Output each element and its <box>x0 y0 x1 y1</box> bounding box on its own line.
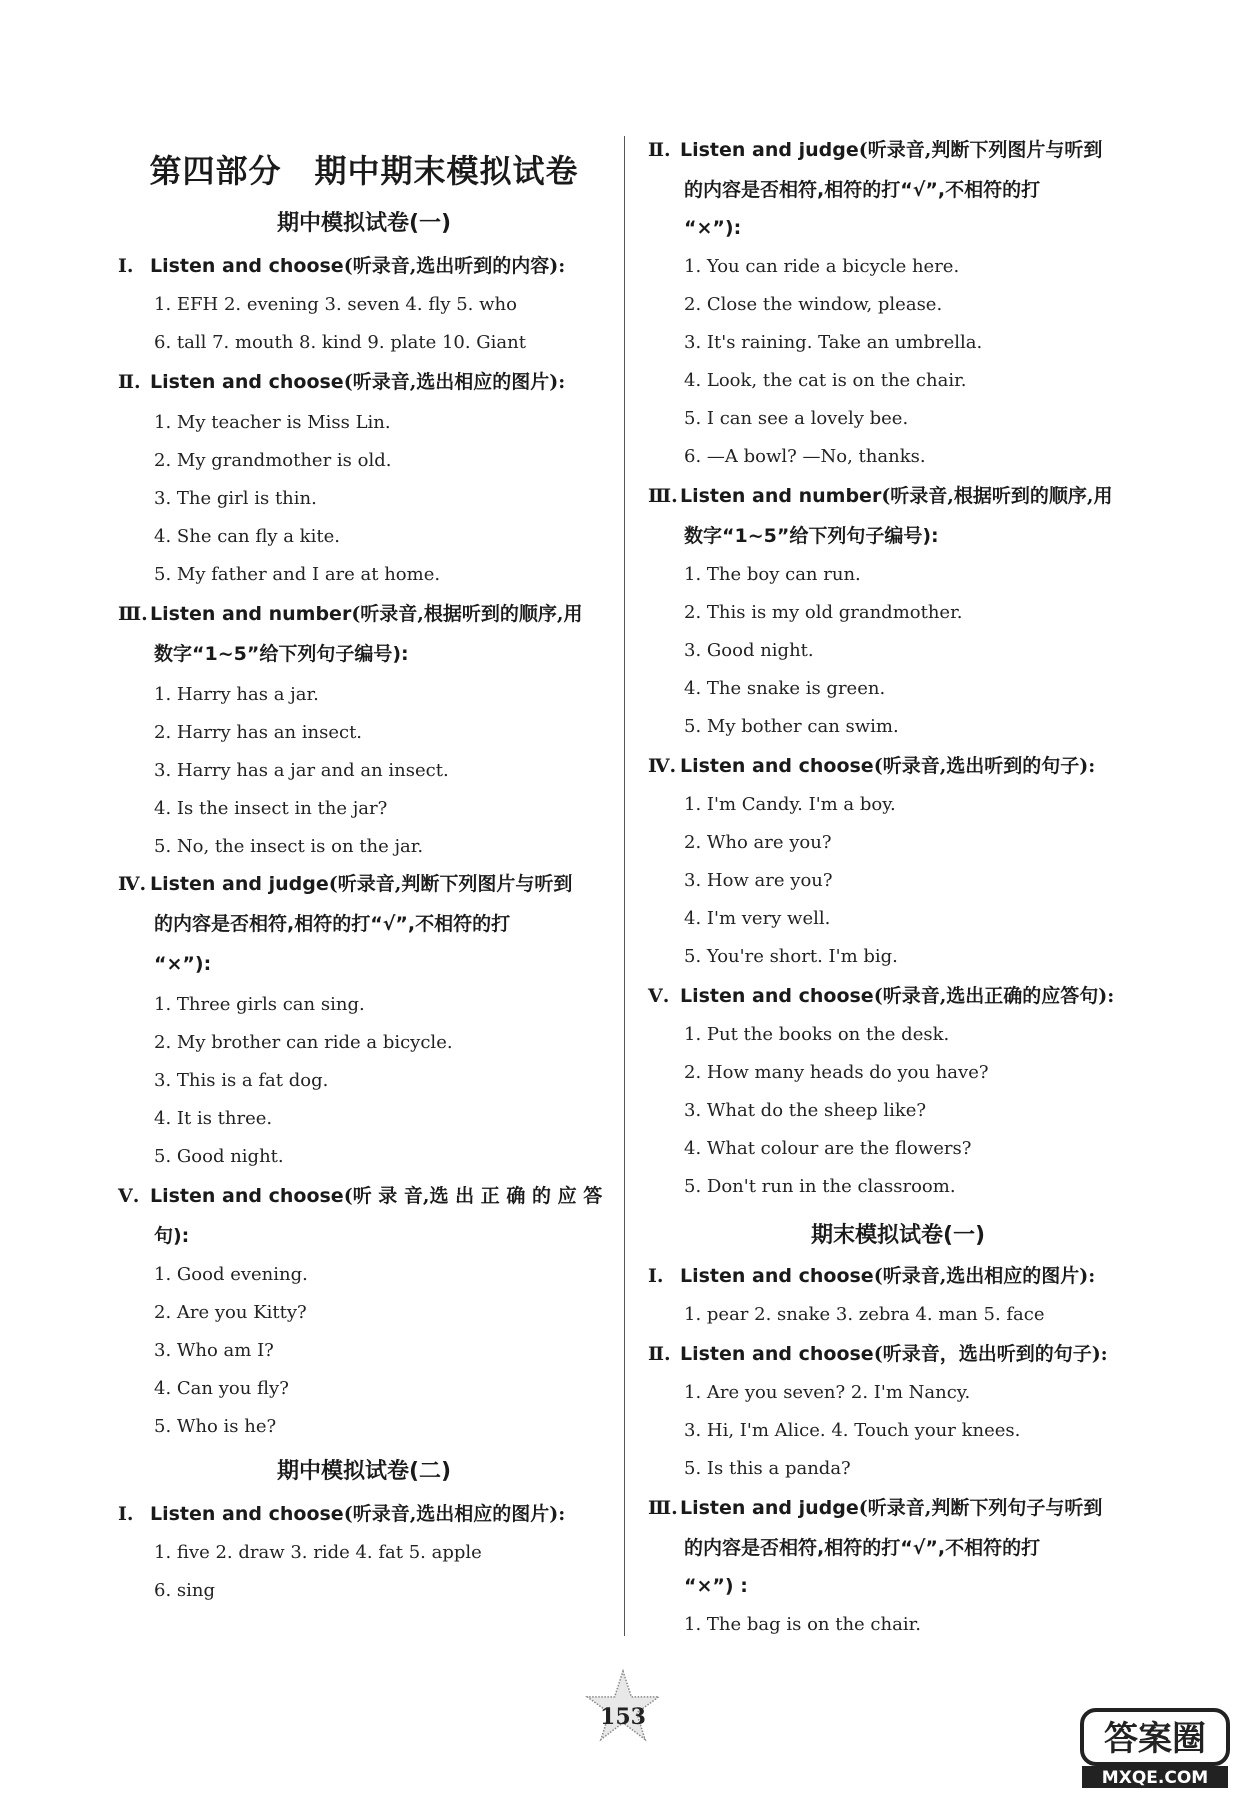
list-item: 3. Hi, I'm Alice. 4. Touch your knees. <box>684 1420 1021 1441</box>
exam-title-midterm-1: 期中模拟试卷(一) <box>276 211 452 236</box>
list-item: 2. Who are you? <box>684 832 832 853</box>
list-item: 2. My grandmother is old. <box>154 450 392 471</box>
section-note: (听录音,选出听到的内容): <box>343 255 566 277</box>
list-item: 5. I can see a lovely bee. <box>684 408 909 429</box>
section-heading <box>118 362 565 402</box>
section-task: Listen and judge <box>680 139 859 161</box>
section-note: (听录音,根据听到的顺序,用 <box>881 485 1113 507</box>
section-number: Ⅰ. <box>118 255 134 277</box>
section-heading <box>648 130 1102 170</box>
section-number: Ⅱ. <box>648 139 671 161</box>
list-item: 3. It's raining. Take an umbrella. <box>684 332 983 353</box>
section-task: Listen and choose <box>150 255 344 277</box>
list-item: 2. Are you Kitty? <box>154 1302 307 1323</box>
list-item: 6. —A bowl? —No, thanks. <box>684 446 926 467</box>
section-task: Listen and number <box>680 485 882 507</box>
exam-title-midterm-2: 期中模拟试卷(二) <box>276 1459 452 1484</box>
list-item: 1. Three girls can sing. <box>154 994 365 1015</box>
section-number: Ⅳ. <box>118 873 147 895</box>
list-item: 5. You're short. I'm big. <box>684 946 898 967</box>
section-note: (听 录 音,选 出 正 确 的 应 答 <box>343 1185 603 1207</box>
watermark-top-text: 答案圈 <box>1104 1719 1206 1759</box>
list-item: 4. I'm very well. <box>684 908 831 929</box>
section-note: (听录音,判断下列图片与听到 <box>858 139 1103 161</box>
list-item: 2. Close the window, please. <box>684 294 943 315</box>
section-note-continued: 数字“1~5”给下列句子编号): <box>154 643 409 665</box>
list-item: 4. What colour are the flowers? <box>684 1138 972 1159</box>
section-note-continued: 的内容是否相符,相符的打“√”,不相符的打 <box>684 1537 1041 1559</box>
list-item: 2. How many heads do you have? <box>684 1062 989 1083</box>
section-note: (听录音,选出相应的图片): <box>873 1265 1096 1287</box>
section-note: (听录音,选出正确的应答句): <box>873 985 1115 1007</box>
list-item: 3. Harry has a jar and an insect. <box>154 760 449 781</box>
section-task: Listen and judge <box>680 1497 859 1519</box>
section-task: Listen and choose <box>680 985 874 1007</box>
list-item: 4. Is the insect in the jar? <box>154 798 388 819</box>
section-note-continued: 数字“1~5”给下列句子编号): <box>684 525 939 547</box>
list-item: 4. Look, the cat is on the chair. <box>684 370 967 391</box>
list-item: 5. No, the insect is on the jar. <box>154 836 424 857</box>
list-item: 1. I'm Candy. I'm a boy. <box>684 794 896 815</box>
section-heading <box>118 246 565 286</box>
section-note: (听录音，选出听到的句子): <box>873 1343 1108 1365</box>
section-note-continued: “×”): <box>154 953 212 975</box>
list-item: 5. Who is he? <box>154 1416 277 1437</box>
section-note: (听录音,根据听到的顺序,用 <box>351 603 583 625</box>
list-item: 4. Can you fly? <box>154 1378 289 1399</box>
section-task: Listen and number <box>150 603 352 625</box>
section-number: Ⅰ. <box>118 1503 134 1525</box>
section-note: (听录音,判断下列图片与听到 <box>328 873 573 895</box>
list-item: 1. Put the books on the desk. <box>684 1024 950 1045</box>
list-item: 5. Don't run in the classroom. <box>684 1176 956 1197</box>
part-title: 第四部分 期中期末模拟试卷 <box>149 152 579 190</box>
section-note-continued: “×”): <box>684 217 742 239</box>
section-note-continued: 的内容是否相符,相符的打“√”,不相符的打 <box>684 179 1041 201</box>
section-note: (听录音,判断下列句子与听到 <box>858 1497 1103 1519</box>
list-item: 5. Good night. <box>154 1146 284 1167</box>
column-divider <box>624 136 625 1636</box>
list-item: 3. How are you? <box>684 870 833 891</box>
list-item: 4. She can fly a kite. <box>154 526 340 547</box>
list-item: 1. EFH 2. evening 3. seven 4. fly 5. who <box>154 294 517 315</box>
list-item: 2. My brother can ride a bicycle. <box>154 1032 453 1053</box>
watermark-bottom-text: MXQE.COM <box>1101 1768 1209 1788</box>
list-item: 1. Are you seven? 2. I'm Nancy. <box>684 1382 971 1403</box>
page-number: 153 <box>600 1704 646 1730</box>
list-item: 1. pear 2. snake 3. zebra 4. man 5. face <box>684 1304 1045 1325</box>
section-heading <box>118 1494 565 1534</box>
section-task: Listen and choose <box>150 1503 344 1525</box>
list-item: 3. This is a fat dog. <box>154 1070 329 1091</box>
section-number: Ⅲ. <box>648 485 678 507</box>
section-heading <box>648 1256 1095 1296</box>
section-note-continued: 的内容是否相符,相符的打“√”,不相符的打 <box>154 913 511 935</box>
section-note-continued: “×”) : <box>684 1575 748 1597</box>
list-item: 5. My father and I are at home. <box>154 564 441 585</box>
section-number: Ⅴ. <box>118 1185 140 1207</box>
section-heading <box>648 976 1114 1016</box>
list-item: 1. The boy can run. <box>684 564 861 585</box>
list-item: 6. sing <box>154 1580 216 1601</box>
section-number: Ⅴ. <box>648 985 670 1007</box>
list-item: 5. Is this a panda? <box>684 1458 851 1479</box>
list-item: 4. The snake is green. <box>684 678 886 699</box>
list-item: 1. My teacher is Miss Lin. <box>154 412 391 433</box>
list-item: 3. The girl is thin. <box>154 488 317 509</box>
list-item: 1. Good evening. <box>154 1264 308 1285</box>
list-item: 2. This is my old grandmother. <box>684 602 963 623</box>
list-item: 1. The bag is on the chair. <box>684 1614 921 1635</box>
watermark-logo-icon <box>1080 1708 1230 1790</box>
section-task: Listen and choose <box>680 1343 874 1365</box>
section-task: Listen and choose <box>150 371 344 393</box>
section-task: Listen and choose <box>150 1185 344 1207</box>
section-task: Listen and judge <box>150 873 329 895</box>
list-item: 3. Who am I? <box>154 1340 274 1361</box>
section-number: Ⅱ. <box>118 371 141 393</box>
list-item: 4. It is three. <box>154 1108 273 1129</box>
section-heading <box>648 746 1095 786</box>
list-item: 1. You can ride a bicycle here. <box>684 256 960 277</box>
section-note: (听录音,选出相应的图片): <box>343 1503 566 1525</box>
section-note: (听录音,选出听到的句子): <box>873 755 1096 777</box>
section-number: Ⅲ. <box>648 1497 678 1519</box>
list-item: 2. Harry has an insect. <box>154 722 363 743</box>
section-number: Ⅰ. <box>648 1265 664 1287</box>
list-item: 5. My bother can swim. <box>684 716 899 737</box>
section-heading <box>118 1176 602 1216</box>
list-item: 1. five 2. draw 3. ride 4. fat 5. apple <box>154 1542 482 1563</box>
section-number: Ⅱ. <box>648 1343 671 1365</box>
exam-title-final-1: 期末模拟试卷(一) <box>810 1223 986 1248</box>
section-heading <box>648 476 1113 516</box>
section-number: Ⅲ. <box>118 603 148 625</box>
section-number: Ⅳ. <box>648 755 677 777</box>
section-task: Listen and choose <box>680 1265 874 1287</box>
section-heading <box>118 594 583 634</box>
list-item: 1. Harry has a jar. <box>154 684 319 705</box>
section-note: (听录音,选出相应的图片): <box>343 371 566 393</box>
section-task: Listen and choose <box>680 755 874 777</box>
list-item: 3. Good night. <box>684 640 814 661</box>
section-heading <box>648 1488 1102 1528</box>
list-item: 3. What do the sheep like? <box>684 1100 927 1121</box>
section-note-continued: 句): <box>154 1225 190 1247</box>
section-heading <box>648 1334 1108 1374</box>
section-heading <box>118 864 572 904</box>
list-item: 6. tall 7. mouth 8. kind 9. plate 10. Giant <box>154 332 526 353</box>
